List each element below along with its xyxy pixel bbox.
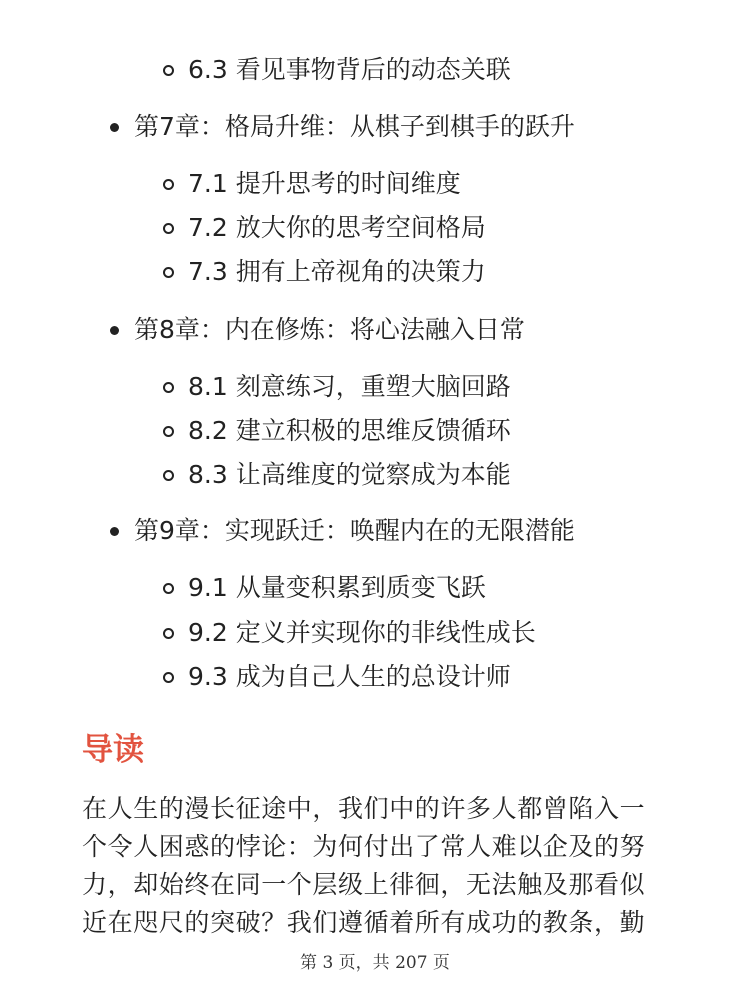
toc-item-label: 9.3 成为自己人生的总设计师 bbox=[188, 662, 511, 691]
toc-item-label: 8.1 刻意练习，重塑大脑回路 bbox=[188, 372, 511, 401]
filled-circle-bullet-icon bbox=[110, 326, 119, 335]
toc-section-7-2[interactable] bbox=[188, 208, 486, 248]
paragraph-line: 在人生的漫长征途中，我们中的许多人都曾陷入一 bbox=[82, 794, 646, 823]
filled-circle-bullet-icon bbox=[110, 527, 119, 536]
hollow-circle-bullet-icon bbox=[163, 223, 174, 234]
toc-item-label: 7.3 拥有上帝视角的决策力 bbox=[188, 257, 486, 286]
toc-section-7-1[interactable] bbox=[188, 164, 461, 204]
hollow-circle-bullet-icon bbox=[163, 65, 174, 76]
toc-item-label: 8.2 建立积极的思维反馈循环 bbox=[188, 416, 511, 445]
hollow-circle-bullet-icon bbox=[163, 470, 174, 481]
toc-item-label: 6.3 看见事物背后的动态关联 bbox=[188, 55, 511, 84]
toc-item-label: 7.2 放大你的思考空间格局 bbox=[188, 213, 486, 242]
page-number-footer: 第 3 页，共 207 页 bbox=[0, 950, 750, 1000]
toc-item-label: 9.2 定义并实现你的非线性成长 bbox=[188, 618, 536, 647]
toc-item-label: 7.1 提升思考的时间维度 bbox=[188, 169, 461, 198]
toc-section-8-2[interactable] bbox=[188, 411, 511, 451]
hollow-circle-bullet-icon bbox=[163, 179, 174, 190]
toc-item-label: 第8章：内在修炼：将心法融入日常 bbox=[134, 315, 525, 344]
paragraph-line: 个令人困惑的悖论：为何付出了常人难以企及的努 bbox=[82, 832, 646, 861]
toc-section-7-3[interactable] bbox=[188, 252, 486, 292]
hollow-circle-bullet-icon bbox=[163, 583, 174, 594]
hollow-circle-bullet-icon bbox=[163, 426, 174, 437]
toc-section-9-1[interactable] bbox=[188, 568, 486, 608]
toc-chapter-7[interactable] bbox=[134, 107, 575, 147]
toc-section-9-2[interactable] bbox=[188, 613, 536, 653]
hollow-circle-bullet-icon bbox=[163, 382, 174, 393]
intro-paragraph bbox=[82, 790, 672, 942]
hollow-circle-bullet-icon bbox=[163, 628, 174, 639]
paragraph-line: 力，却始终在同一个层级上徘徊，无法触及那看似 bbox=[82, 870, 646, 899]
filled-circle-bullet-icon bbox=[110, 123, 119, 132]
hollow-circle-bullet-icon bbox=[163, 267, 174, 278]
toc-item-label: 8.3 让高维度的觉察成为本能 bbox=[188, 460, 511, 489]
toc-section-8-3[interactable] bbox=[188, 455, 511, 495]
toc-section-9-3[interactable] bbox=[188, 657, 511, 697]
toc-chapter-9[interactable] bbox=[134, 511, 575, 551]
toc-section-8-1[interactable] bbox=[188, 367, 511, 407]
hollow-circle-bullet-icon bbox=[163, 672, 174, 683]
intro-heading: 导读 bbox=[82, 732, 144, 768]
paragraph-line: 近在咫尺的突破？我们遵循着所有成功的教条，勤 bbox=[82, 908, 646, 937]
toc-item-label: 第7章：格局升维：从棋子到棋手的跃升 bbox=[134, 112, 575, 141]
toc-item-label: 第9章：实现跃迁：唤醒内在的无限潜能 bbox=[134, 516, 575, 545]
toc-chapter-8[interactable] bbox=[134, 310, 525, 350]
toc-section-6-3[interactable] bbox=[188, 50, 511, 90]
toc-item-label: 9.1 从量变积累到质变飞跃 bbox=[188, 573, 486, 602]
